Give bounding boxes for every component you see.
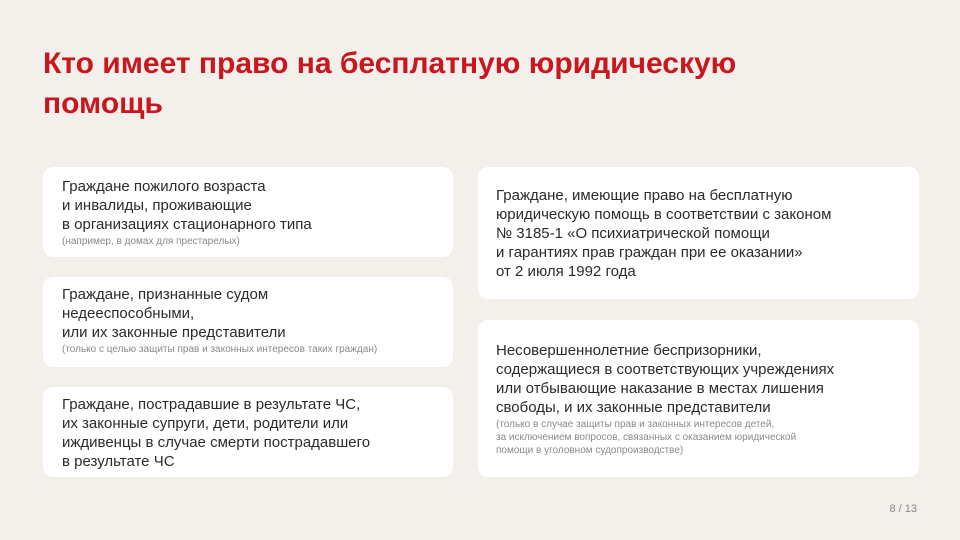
card-note: (только в случае защиты прав и законных интересов детей, за исключением вопросов, связанных с оказанием юридической помощи в уголовном судопроизводстве) [496, 419, 797, 456]
card-text: Граждане, пострадавшие в результате ЧС, их законные супруги, дети, родители или иждивенцы в случае смерти пострадавшего в результате ЧС [62, 396, 371, 470]
eligibility-card-minors [478, 320, 919, 477]
card-text: Граждане пожилого возраста и инвалиды, проживающие в организациях стационарного типа [62, 178, 312, 233]
eligibility-card-emergency-victims [43, 387, 453, 477]
card-text: Граждане, имеющие право на бесплатную юридическую помощь в соответствии с законом № 3185-1 «О психиатрической помощи и гарантиях прав граждан при ее оказании» от 2 июля 1992 года [496, 187, 832, 280]
page-title: Кто имеет право на бесплатную юридическую помощь [43, 47, 737, 120]
eligibility-card-incapacitated [43, 277, 453, 367]
card-note: (только с целью защиты прав и законных интересов таких граждан) [62, 344, 378, 355]
card-text: Несовершеннолетние беспризорники, содержащиеся в соответствующих учреждениях или отбывающие наказание в местах лишения свободы, и их законные представители [496, 342, 835, 416]
card-text: Граждане, признанные судом недееспособными, или их законные представители [62, 286, 286, 341]
page-number: 8 / 13 [889, 503, 917, 515]
card-note: (например, в домах для престарелых) [62, 236, 240, 247]
eligibility-card-psychiatric-law [478, 167, 919, 299]
eligibility-card-elderly-disabled [43, 167, 453, 257]
